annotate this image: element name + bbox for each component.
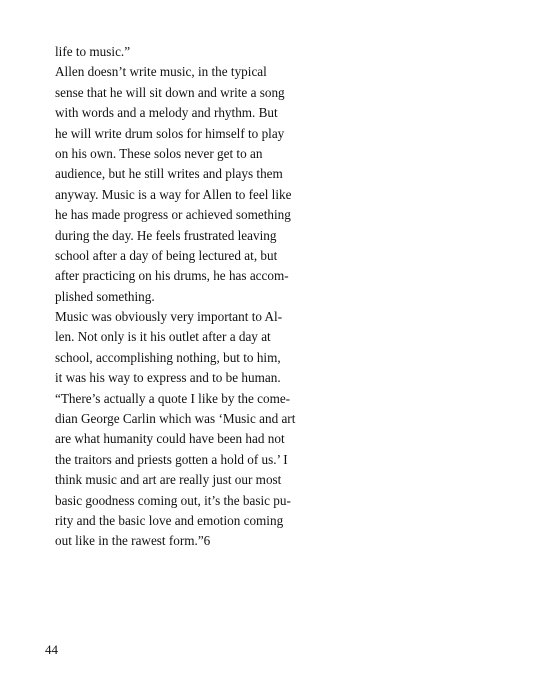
text-line: anyway. Music is a way for Allen to feel like: [55, 186, 292, 202]
text-line: sense that he will sit down and write a song: [55, 84, 285, 100]
text-line: rity and the basic love and emotion coming: [55, 512, 284, 528]
text-line: school after a day of being lectured at, but: [55, 247, 278, 263]
text-line: Music was obviously very important to Al-: [55, 309, 283, 325]
text-line: Allen doesn’t write music, in the typical: [55, 64, 267, 80]
text-line: life to music.”: [55, 44, 131, 59]
text-line: with words and a melody and rhythm. But: [55, 105, 278, 121]
text-line: dian George Carlin which was ‘Music and art: [55, 411, 296, 427]
page-number: 44: [45, 642, 58, 657]
text-line: the traitors and priests gotten a hold of us.’ I: [55, 451, 288, 467]
text-line: school, accomplishing nothing, but to him,: [55, 349, 281, 365]
text-line: len. Not only is it his outlet after a day at: [55, 329, 271, 345]
text-line: during the day. He feels frustrated leaving: [55, 227, 277, 243]
text-line: “There’s actually a quote I like by the come-: [55, 390, 291, 406]
text-line: after practicing on his drums, he has accom-: [55, 268, 289, 284]
text-line: basic goodness coming out, it’s the basic pu-: [55, 492, 291, 508]
text-line: on his own. These solos never get to an: [55, 145, 263, 161]
text-line: out like in the rawest form.”6: [55, 533, 211, 549]
text-line: audience, but he still writes and plays them: [55, 166, 283, 182]
text-line: think music and art are really just our most: [55, 472, 282, 488]
text-line: he has made progress or achieved something: [55, 207, 291, 223]
text-line: plished something.: [55, 288, 155, 304]
text-line: are what humanity could have been had not: [55, 431, 285, 447]
text-line: he will write drum solos for himself to play: [55, 125, 285, 141]
body-text: [55, 42, 295, 552]
text-line: it was his way to express and to be human.: [55, 370, 281, 386]
